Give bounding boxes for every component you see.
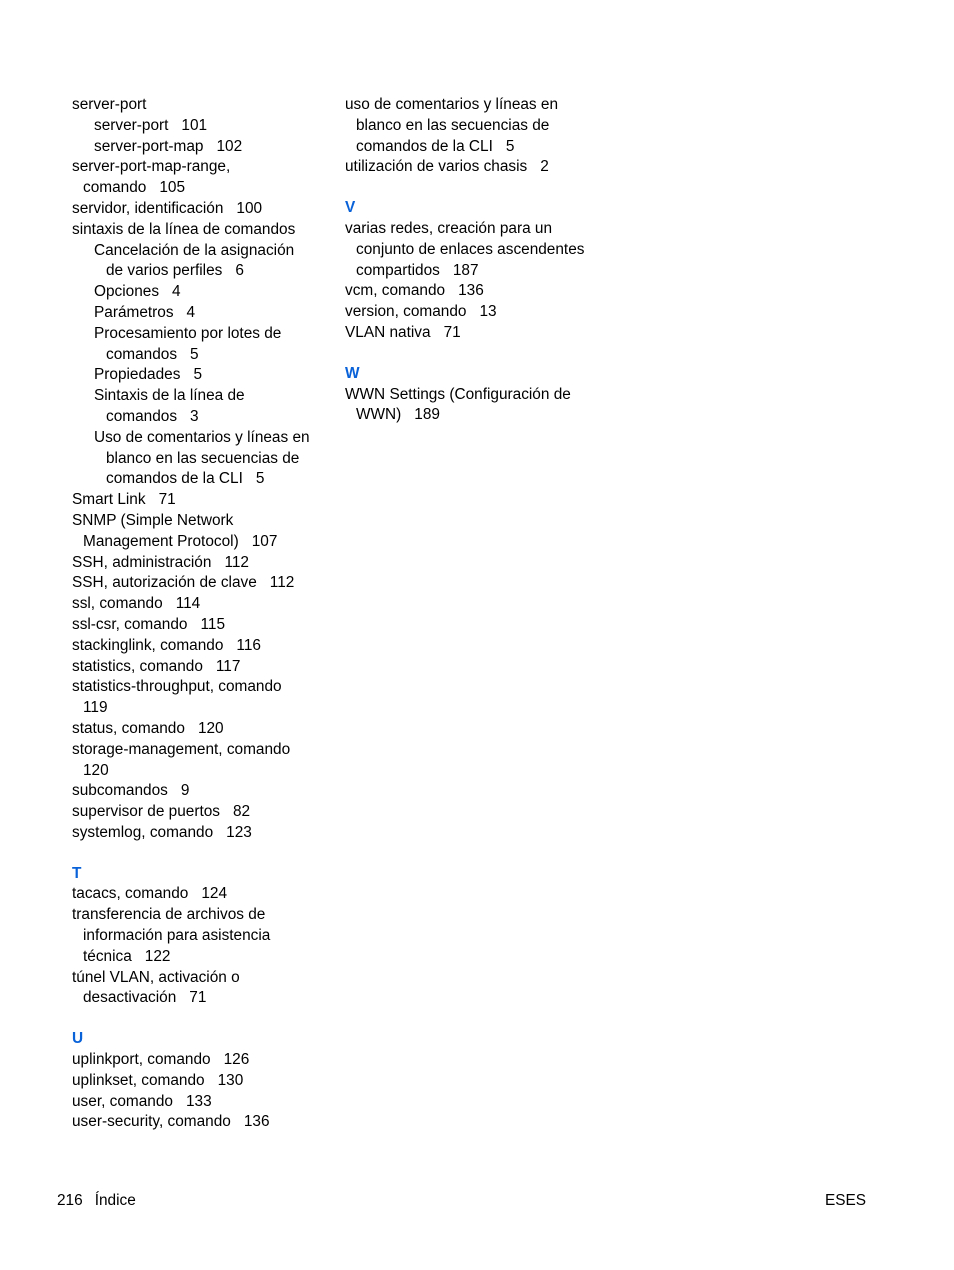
page-reference-link[interactable]: 114 <box>175 595 201 613</box>
index-entry-line <box>72 137 332 158</box>
index-term: compartidos <box>356 261 440 279</box>
index-entry <box>72 636 332 657</box>
page-reference-link[interactable]: 130 <box>217 1071 244 1089</box>
index-term: server-port-map <box>94 137 204 155</box>
index-term: status, comando <box>72 719 185 737</box>
index-entry-line <box>72 386 332 407</box>
footer-locale: ESES <box>824 1192 866 1209</box>
index-term: server-port-map-range, <box>72 158 231 176</box>
index-entry <box>345 281 615 302</box>
index-entry-line <box>72 905 332 926</box>
index-term: Opciones <box>94 283 160 301</box>
index-entry-line <box>345 323 615 344</box>
index-entry-line <box>72 303 332 324</box>
index-entry-line <box>72 781 332 802</box>
index-entry <box>72 1071 332 1092</box>
index-entry-line <box>72 657 332 678</box>
index-term: stackinglink, comando <box>72 636 224 654</box>
index-term: systemlog, comando <box>72 823 214 841</box>
index-entry-line <box>72 365 332 386</box>
index-subentry <box>72 428 332 490</box>
index-term: servidor, identificación <box>72 199 224 217</box>
index-term: comando <box>83 179 147 197</box>
index-subentry <box>72 365 332 386</box>
index-term: uso de comentarios y líneas en <box>345 96 559 113</box>
index-entry-line <box>72 449 332 470</box>
page-reference-link[interactable]: 9 <box>180 782 190 800</box>
index-term: server-port <box>72 96 147 113</box>
index-entry-line <box>72 1071 332 1092</box>
index-entry-line <box>345 219 615 240</box>
index-entry <box>345 302 615 323</box>
index-term: SNMP (Simple Network <box>72 511 234 529</box>
index-entry <box>72 781 332 802</box>
index-entry-line <box>72 573 332 594</box>
index-term: información para asistencia <box>83 927 271 945</box>
page-reference-link[interactable]: 102 <box>216 137 243 155</box>
index-entry-line <box>72 677 332 698</box>
index-term: blanco en las secuencias de <box>106 449 300 467</box>
index-term: Procesamiento por lotes de <box>94 324 282 342</box>
index-term: Management Protocol) <box>83 532 239 550</box>
index-entry <box>72 1112 332 1133</box>
index-entry-line <box>72 345 332 366</box>
page-reference-link[interactable]: 120 <box>197 719 224 737</box>
index-term: Uso de comentarios y líneas en <box>94 428 310 446</box>
index-entry-line <box>72 241 332 262</box>
page-reference-link[interactable]: 82 <box>233 803 251 821</box>
index-entry-line <box>72 823 332 844</box>
index-entry <box>72 573 332 594</box>
index-term: subcomandos <box>72 782 168 800</box>
index-term: uplinkport, comando <box>72 1051 211 1069</box>
index-term: storage-management, comando <box>72 740 291 758</box>
page-reference-link[interactable]: 187 <box>452 261 479 279</box>
index-entry <box>72 884 332 905</box>
index-entry-line <box>72 324 332 345</box>
index-subentry <box>72 116 332 137</box>
index-term: conjunto de enlaces ascendentes <box>356 240 585 258</box>
page-reference-link[interactable]: 105 <box>159 179 186 197</box>
index-entry-line <box>72 761 332 782</box>
index-term: VLAN nativa <box>345 323 431 341</box>
page-reference-link[interactable]: 115 <box>200 615 226 633</box>
index-entry <box>72 677 332 719</box>
section-title: Índice <box>94 1192 136 1209</box>
index-letter-heading: T <box>72 864 82 882</box>
index-subentry <box>72 303 332 324</box>
index-term: Smart Link <box>72 491 146 509</box>
index-term: comandos <box>106 407 178 425</box>
index-column-right <box>345 95 615 426</box>
index-term: sintaxis de la línea de comandos <box>72 220 296 238</box>
index-term: comandos de la CLI <box>106 470 243 488</box>
page-reference-link[interactable]: 5 <box>505 137 515 155</box>
index-entry-line <box>72 261 332 282</box>
index-letter-heading: W <box>345 364 360 382</box>
page-reference-link[interactable]: 122 <box>144 947 171 965</box>
index-term: supervisor de puertos <box>72 803 220 821</box>
index-entry-line <box>72 947 332 968</box>
page-reference-link[interactable]: 116 <box>236 636 261 654</box>
page-reference-link[interactable]: 112 <box>224 553 249 571</box>
index-entry-line <box>72 428 332 449</box>
page-reference-link[interactable]: 4 <box>172 283 181 301</box>
page-reference-link[interactable]: 124 <box>201 885 228 903</box>
index-term: version, comando <box>345 303 467 321</box>
index-term: comandos <box>106 345 178 363</box>
footer-left <box>57 1191 136 1211</box>
index-entry-line <box>345 385 615 406</box>
index-entry-line <box>72 1050 332 1071</box>
index-entry-line <box>72 740 332 761</box>
index-term: Sintaxis de la línea de <box>94 387 245 405</box>
index-entry <box>72 553 332 574</box>
index-entry <box>72 740 332 782</box>
index-term: transferencia de archivos de <box>72 906 266 924</box>
page-reference-link[interactable]: 4 <box>186 303 196 321</box>
index-entry <box>72 199 332 220</box>
page-reference-link[interactable]: 5 <box>193 366 202 384</box>
index-entry-line <box>72 1112 332 1133</box>
index-entry <box>72 490 332 511</box>
index-entry-line <box>345 95 615 116</box>
page-reference-link[interactable]: 5 <box>255 470 265 488</box>
page-reference-link[interactable]: 71 <box>443 323 461 341</box>
index-subentry <box>72 324 332 366</box>
index-entry <box>72 905 332 967</box>
index-entry-line <box>72 988 332 1009</box>
index-entry-line <box>72 594 332 615</box>
index-term: user-security, comando <box>72 1113 231 1131</box>
index-term: SSH, administración <box>72 553 212 571</box>
index-entry <box>72 968 332 1010</box>
index-entry <box>72 594 332 615</box>
index-entry-line <box>72 615 332 636</box>
index-entry-line <box>345 240 615 261</box>
index-term: statistics, comando <box>72 657 203 675</box>
index-column-left <box>72 95 332 1133</box>
index-entry <box>72 157 332 199</box>
index-term: de varios perfiles <box>106 262 223 280</box>
page-reference-link[interactable]: 117 <box>215 657 241 675</box>
index-entry <box>72 615 332 636</box>
index-entry-line <box>72 553 332 574</box>
index-entry <box>72 1050 332 1071</box>
index-entry <box>345 157 615 178</box>
index-entry-line <box>72 884 332 905</box>
page-reference-link[interactable]: 189 <box>414 406 440 424</box>
index-entry-line <box>72 220 332 241</box>
index-entry-line <box>345 302 615 323</box>
index-term: user, comando <box>72 1092 173 1110</box>
index-entry <box>72 220 332 241</box>
index-term: varias redes, creación para un <box>345 219 553 237</box>
page-reference-link[interactable]: 3 <box>190 407 199 425</box>
page-number: 216 <box>57 1192 83 1209</box>
index-term: técnica <box>83 947 132 965</box>
index-entry-line <box>72 532 332 553</box>
index-entry <box>72 95 332 116</box>
index-entry-line <box>72 469 332 490</box>
page-reference-link[interactable]: 123 <box>226 823 252 841</box>
index-term: desactivación <box>83 989 177 1007</box>
page-reference-link[interactable]: 126 <box>223 1051 250 1069</box>
index-term: comandos de la CLI <box>356 137 493 155</box>
page-reference-link[interactable]: 119 <box>83 699 108 717</box>
index-entry <box>345 323 615 344</box>
index-entry-line <box>72 490 332 511</box>
index-letter-heading: U <box>72 1030 84 1048</box>
index-entry-line <box>72 1092 332 1113</box>
index-entry-line <box>72 719 332 740</box>
index-entry-line <box>72 511 332 532</box>
index-entry-line <box>345 116 615 137</box>
index-entry <box>72 1092 332 1113</box>
index-term: SSH, autorización de clave <box>72 574 257 592</box>
index-term: uplinkset, comando <box>72 1071 205 1089</box>
index-subentry <box>72 241 332 283</box>
page-reference-link[interactable]: 2 <box>540 158 549 176</box>
index-entry-line <box>72 199 332 220</box>
index-subentry <box>72 282 332 303</box>
index-entry <box>72 823 332 844</box>
index-entry-line <box>72 116 332 137</box>
index-entry-line <box>72 178 332 199</box>
index-term: WWN Settings (Configuración de <box>345 385 571 403</box>
index-letter-heading: V <box>345 199 356 217</box>
page-reference-link[interactable]: 100 <box>236 199 263 217</box>
page-reference-link[interactable]: 5 <box>190 345 199 363</box>
index-entry <box>72 719 332 740</box>
index-entry-line <box>345 261 615 282</box>
index-entry <box>72 657 332 678</box>
index-term: ssl-csr, comando <box>72 615 188 633</box>
page-reference-link[interactable]: 133 <box>185 1092 212 1110</box>
index-entry <box>72 511 332 553</box>
index-term: ssl, comando <box>72 595 163 613</box>
index-entry-line <box>345 157 615 178</box>
index-entry-line <box>72 698 332 719</box>
index-term: server-port <box>94 116 169 134</box>
index-entry-line <box>72 926 332 947</box>
index-entry-line <box>345 137 615 158</box>
index-entry-line <box>72 95 332 116</box>
page-reference-link[interactable]: 6 <box>235 262 244 280</box>
index-term: Propiedades <box>94 366 181 384</box>
index-term: statistics-throughput, comando <box>72 678 282 696</box>
index-term: tacacs, comando <box>72 885 189 903</box>
page-reference-link[interactable]: 136 <box>243 1113 270 1131</box>
index-subentry <box>72 137 332 158</box>
page-reference-link[interactable]: 13 <box>479 303 497 321</box>
index-entry-line <box>72 282 332 303</box>
index-term: blanco en las secuencias de <box>356 116 550 134</box>
page-reference-link[interactable]: 71 <box>189 989 207 1007</box>
index-term: Parámetros <box>94 303 174 321</box>
index-entry-line <box>345 405 615 426</box>
index-entry-line <box>72 968 332 989</box>
index-entry-line <box>72 802 332 823</box>
page-reference-link[interactable]: 136 <box>458 282 484 300</box>
page-reference-link[interactable]: 112 <box>269 574 295 592</box>
index-term: túnel VLAN, activación o <box>72 968 240 986</box>
index-entry-line <box>72 636 332 657</box>
page-reference-link[interactable]: 71 <box>158 491 176 509</box>
page-reference-link[interactable]: 107 <box>251 532 278 550</box>
page-reference-link[interactable]: 101 <box>181 116 208 134</box>
index-term: utilización de varios chasis <box>345 158 528 176</box>
index-term: vcm, comando <box>345 282 446 300</box>
index-entry-line <box>345 281 615 302</box>
index-entry <box>72 802 332 823</box>
index-entry-line <box>72 157 332 178</box>
index-entry <box>345 219 615 281</box>
page-reference-link[interactable]: 120 <box>83 761 109 779</box>
index-entry <box>345 95 615 157</box>
index-term: Cancelación de la asignación <box>94 241 295 259</box>
index-entry <box>345 385 615 427</box>
index-subentry <box>72 386 332 428</box>
index-term: WWN) <box>356 406 402 424</box>
index-entry-line <box>72 407 332 428</box>
